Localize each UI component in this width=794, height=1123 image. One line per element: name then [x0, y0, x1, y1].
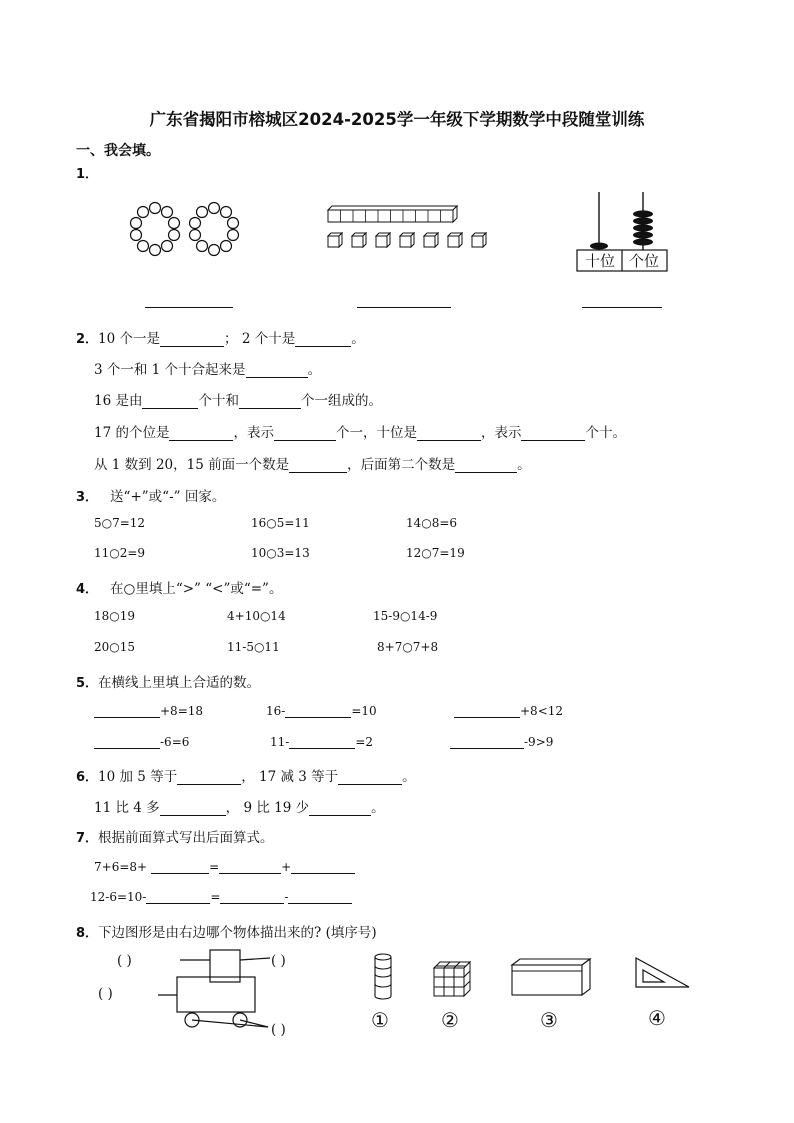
paren-blank[interactable]: ( ) — [271, 953, 286, 969]
question-4-number: 4． — [76, 582, 99, 597]
q5-item: +8<12 — [454, 703, 563, 718]
q5-item: 11- =2 — [270, 735, 374, 749]
cuboid-object-figure — [510, 957, 592, 997]
answer-blank[interactable] — [219, 859, 281, 874]
answer-blank[interactable] — [455, 458, 517, 473]
answer-blank[interactable] — [289, 458, 347, 473]
answer-blank[interactable] — [357, 307, 451, 308]
answer-blank[interactable] — [246, 363, 308, 378]
answer-blank[interactable] — [146, 889, 210, 904]
question-2-line-1: 2．10 个一是 ； 2 个十是 。 — [76, 331, 365, 347]
answer-blank[interactable] — [450, 734, 524, 749]
answer-blank[interactable] — [309, 801, 371, 816]
answer-blank[interactable] — [582, 307, 662, 308]
q4-comparison[interactable]: 8+7○7+8 — [377, 640, 439, 654]
question-6-line-2: 11 比 4 多 ， 9 比 19 少 。 — [94, 800, 385, 816]
question-2-line-2: 3 个一和 1 个十合起来是 。 — [94, 362, 322, 378]
question-5-number: 5． — [76, 676, 99, 691]
answer-blank[interactable] — [151, 859, 209, 874]
object-label: ③ — [540, 1008, 558, 1032]
paren-blank[interactable]: ( ) — [98, 986, 113, 1002]
answer-blank[interactable] — [274, 426, 336, 441]
object-label: ④ — [648, 1006, 666, 1030]
answer-blank[interactable] — [289, 734, 355, 749]
paren-blank[interactable]: ( ) — [117, 953, 132, 969]
answer-blank[interactable] — [160, 801, 226, 816]
answer-blank[interactable] — [239, 394, 301, 409]
question-7-number: 7． — [76, 831, 99, 846]
truck-outline-figure — [150, 945, 280, 1035]
section-heading-1: 一、我会填。 — [76, 143, 160, 159]
answer-blank[interactable] — [454, 703, 520, 718]
q3-equation[interactable]: 14○8=6 — [406, 516, 458, 530]
question-1-number: 1． — [76, 167, 99, 182]
abacus-tens-label: 十位 — [584, 252, 615, 270]
cylinder-object-figure — [370, 952, 396, 1004]
answer-blank[interactable] — [94, 734, 160, 749]
question-8-prompt: 8．下边图形是由右边哪个物体描出来的? (填序号) — [76, 925, 377, 941]
q4-comparison[interactable]: 11-5○11 — [227, 640, 280, 654]
question-2-line-5: 从 1 数到 20，15 前面一个数是 ，后面第二个数是 。 — [94, 457, 531, 473]
page-title: 广东省揭阳市榕城区2024-2025学一年级下学期数学中段随堂训练 — [149, 110, 645, 129]
answer-blank[interactable] — [417, 426, 481, 441]
paren-blank[interactable]: ( ) — [271, 1022, 286, 1038]
q5-item: -6=6 — [94, 734, 189, 749]
question-6-line-1: 6．10 加 5 等于 ， 17 减 3 等于 。 — [76, 769, 416, 785]
ten-rod-cubes-figure — [325, 202, 495, 257]
answer-blank[interactable] — [288, 889, 352, 904]
cube-grid-object-figure — [432, 960, 472, 998]
abacus-ones-label: 个位 — [628, 252, 659, 270]
q3-equation[interactable]: 11○2=9 — [94, 546, 146, 560]
q3-equation[interactable]: 12○7=19 — [406, 546, 465, 560]
answer-blank[interactable] — [220, 889, 284, 904]
q5-item: +8=18 — [94, 703, 203, 718]
q7-line-2: 12-6=10- = - — [90, 889, 352, 904]
answer-blank[interactable] — [521, 426, 585, 441]
ring-beads-figure — [125, 202, 250, 262]
answer-blank[interactable] — [338, 770, 402, 785]
answer-blank[interactable] — [142, 394, 198, 409]
q7-line-1: 7+6=8+ = + — [94, 859, 355, 874]
question-4-prompt: 4． 在○里填上“>” “<”或“=”。 — [76, 581, 283, 597]
answer-blank[interactable] — [160, 332, 224, 347]
q5-item: 16- =10 — [266, 704, 377, 718]
question-3-prompt: 3． 送“+”或“-” 回家。 — [76, 489, 226, 505]
question-5-prompt: 5．在横线上里填上合适的数。 — [76, 675, 261, 691]
q3-equation[interactable]: 16○5=11 — [251, 516, 310, 530]
question-2-line-4: 17 的个位是 ，表示 个一，十位是 ，表示 个十。 — [94, 425, 626, 441]
q5-item: -9>9 — [450, 734, 553, 749]
answer-blank[interactable] — [285, 703, 351, 718]
question-3-number: 3． — [76, 490, 99, 505]
question-6-number: 6． — [76, 770, 99, 785]
q3-equation[interactable]: 5○7=12 — [94, 516, 146, 530]
answer-blank[interactable] — [291, 859, 355, 874]
q4-comparison[interactable]: 15-9○14-9 — [373, 609, 438, 623]
q4-comparison[interactable]: 18○19 — [94, 609, 136, 623]
answer-blank[interactable] — [295, 332, 351, 347]
question-2-line-3: 16 是由 个十和 个一组成的。 — [94, 393, 382, 409]
answer-blank[interactable] — [169, 426, 233, 441]
object-label: ② — [441, 1008, 459, 1032]
question-7-prompt: 7．根据前面算式写出后面算式。 — [76, 830, 274, 846]
q3-equation[interactable]: 10○3=13 — [251, 546, 310, 560]
q4-comparison[interactable]: 20○15 — [94, 640, 136, 654]
q4-comparison[interactable]: 4+10○14 — [227, 609, 286, 623]
question-2-number: 2． — [76, 332, 99, 347]
question-8-number: 8． — [76, 926, 99, 941]
triangle-ruler-object-figure — [633, 955, 693, 991]
answer-blank[interactable] — [94, 703, 160, 718]
object-label: ① — [371, 1008, 389, 1032]
answer-blank[interactable] — [177, 770, 241, 785]
answer-blank[interactable] — [145, 307, 233, 308]
